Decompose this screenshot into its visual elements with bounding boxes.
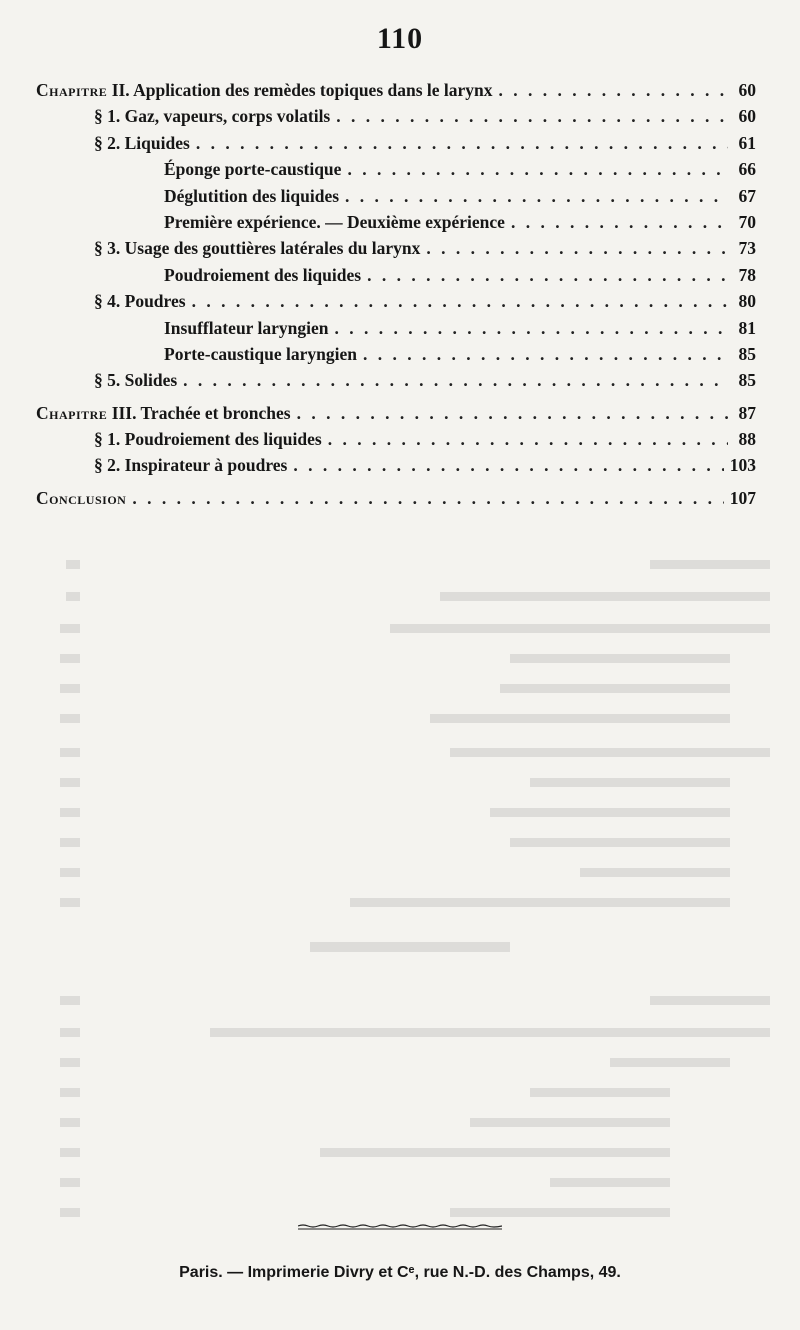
toc-entry: [36, 106, 756, 132]
toc-entry-page: 80: [738, 291, 756, 312]
toc-entry-page: 88: [738, 429, 756, 450]
toc-entry: [36, 318, 756, 344]
toc-leader-dots: [132, 488, 723, 509]
toc-entry-page: 60: [738, 106, 756, 127]
toc-leader-dots: [367, 265, 728, 286]
toc-leader-dots: [192, 291, 728, 312]
toc-entry-label: § 2. Inspirateur à poudres: [94, 455, 288, 476]
toc-leader-dots: [328, 429, 728, 450]
toc-leader-dots: [345, 186, 728, 207]
toc-entry: [36, 488, 756, 514]
toc-entry-page: 73: [738, 238, 756, 259]
toc-leader-dots: [293, 455, 723, 476]
toc-entry: [36, 159, 756, 185]
toc-entry-label: Première expérience. — Deuxième expérience: [164, 211, 505, 232]
toc-leader-dots: [336, 106, 728, 127]
toc-entry: [36, 403, 756, 429]
toc-entry-page: 60: [738, 80, 756, 100]
toc-entry-page: 70: [738, 211, 756, 232]
toc-leader-dots: [363, 344, 728, 365]
decorative-wavy-rule: [298, 1224, 502, 1230]
show-through-texture: [30, 550, 770, 1240]
toc-entry: [36, 133, 756, 159]
toc-entry-label: Déglutition des liquides: [164, 185, 340, 206]
toc-entry-page: 85: [738, 343, 756, 364]
toc-entry-label: § 1. Poudroiement des liquides: [94, 429, 322, 450]
toc-entry: [36, 212, 756, 238]
toc-entry-page: 78: [738, 264, 756, 285]
toc-entry: [36, 238, 756, 264]
toc-entry-label: § 5. Solides: [94, 370, 178, 391]
toc-entry-page: 67: [738, 185, 756, 206]
toc-entry-label: § 2. Liquides: [94, 132, 190, 153]
toc-entry: [36, 429, 756, 455]
toc-entry-page: 81: [738, 317, 756, 338]
toc-leader-dots: [297, 403, 728, 424]
toc-entry-page: 66: [738, 159, 756, 180]
toc-entry: [36, 455, 756, 481]
toc-entry: [36, 80, 756, 106]
toc-entry-page: 103: [729, 455, 756, 476]
toc-leader-dots: [347, 159, 728, 180]
toc-entry-label: § 1. Gaz, vapeurs, corps volatils: [94, 106, 331, 127]
toc-entry-label: Poudroiement des liquides: [164, 264, 362, 285]
toc-leader-dots: [511, 212, 728, 233]
toc-leader-dots: [183, 370, 728, 391]
toc-leader-dots: [499, 80, 728, 101]
toc-entry-label: Conclusion: [36, 487, 127, 508]
table-of-contents: [36, 80, 756, 514]
page-number: 110: [376, 22, 424, 55]
toc-entry: [36, 265, 756, 291]
toc-entry-label: § 3. Usage des gouttières latérales du larynx: [94, 238, 421, 259]
toc-entry: [36, 291, 756, 317]
toc-entry-label: Éponge porte-caustique: [164, 159, 342, 180]
toc-entry: [36, 370, 756, 396]
toc-leader-dots: [334, 318, 728, 339]
toc-leader-dots: [196, 133, 728, 154]
toc-entry-label: § 4. Poudres: [94, 291, 186, 312]
toc-entry-page: 85: [738, 370, 756, 391]
toc-entry-page: 107: [729, 487, 756, 508]
toc-entry-page: 61: [738, 132, 756, 153]
printer-imprint: Paris. — Imprimerie Divry et Cᵉ, rue N.-D. des Champs, 49.: [179, 1264, 621, 1281]
toc-entry-label: Porte-caustique laryngien: [164, 343, 357, 364]
toc-leader-dots: [426, 238, 728, 259]
toc-entry-label: Insufflateur laryngien: [164, 317, 329, 338]
toc-entry-label: Chapitre III. Trachée et bronches: [36, 402, 291, 423]
toc-entry-page: 87: [738, 402, 756, 423]
toc-entry: [36, 344, 756, 370]
toc-entry-label: Chapitre II. Application des remèdes topiques dans le larynx: [36, 80, 493, 100]
toc-entry: [36, 186, 756, 212]
